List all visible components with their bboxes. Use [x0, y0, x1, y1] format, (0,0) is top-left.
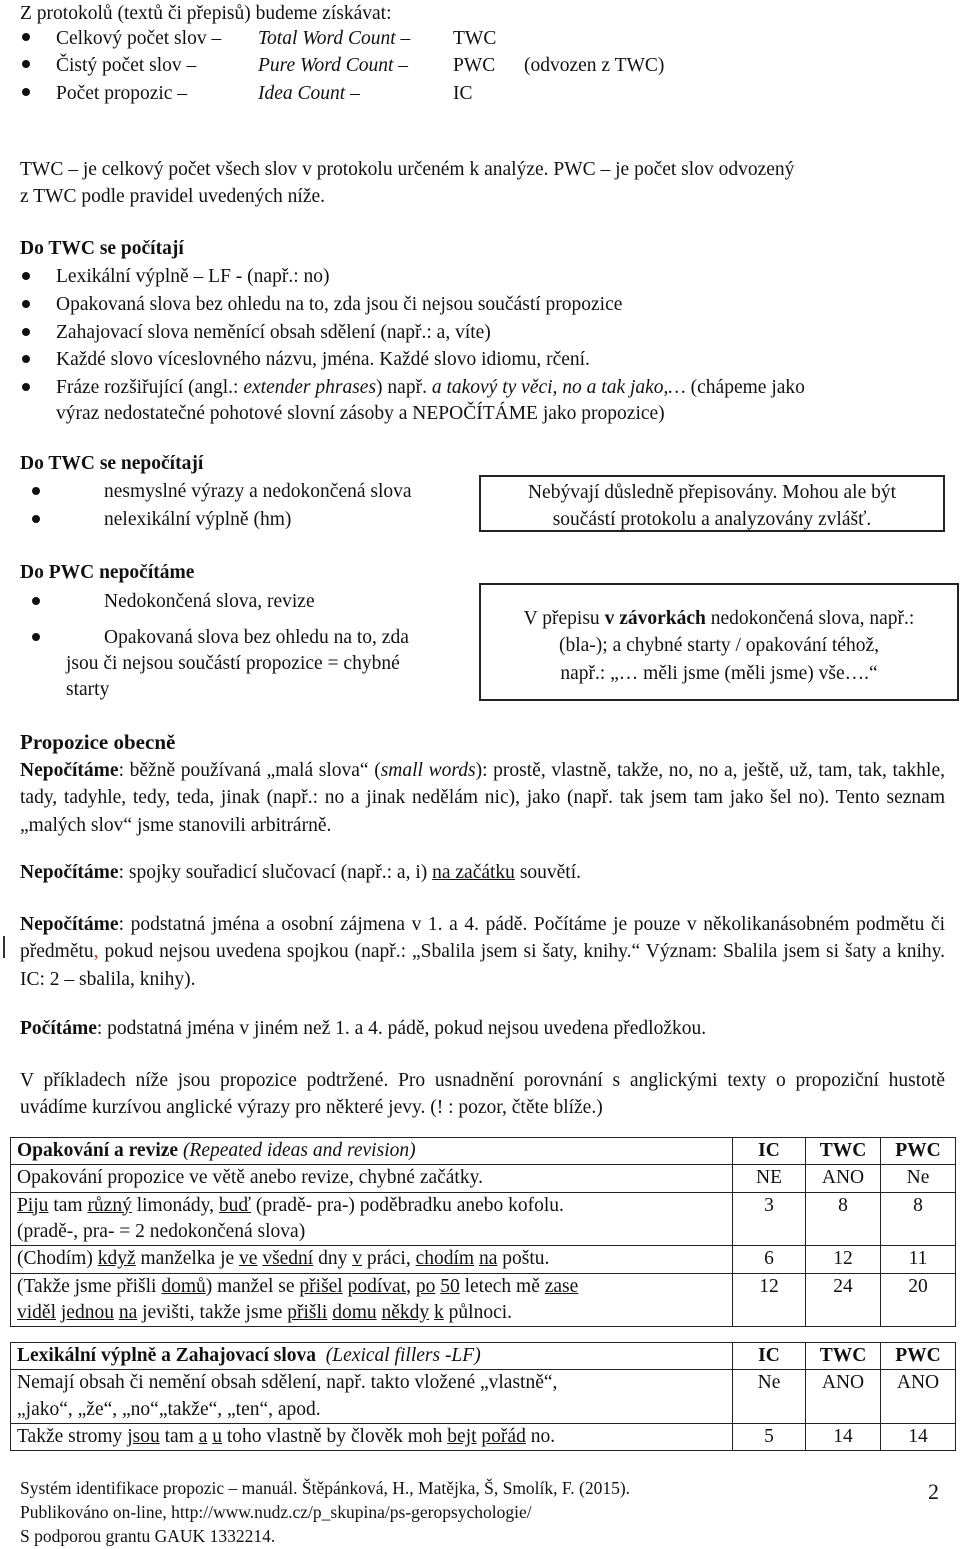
table-cell: 8	[806, 1192, 881, 1246]
list-item-continuation: starty	[66, 679, 110, 700]
text: jevišti, takže jsme	[137, 1301, 288, 1323]
text: nedokončená slova, např.:	[705, 608, 915, 629]
proposition: po	[415, 1275, 436, 1297]
bullet-icon	[32, 515, 40, 523]
table-cell: NE	[733, 1165, 806, 1192]
text: tam	[159, 1425, 199, 1447]
measure-abbr: TWC	[453, 28, 497, 49]
bullet-icon	[22, 328, 30, 336]
text: ) např.	[376, 377, 432, 398]
bullet-icon	[32, 487, 40, 495]
text: souvětí.	[514, 862, 582, 883]
bullet-icon	[22, 272, 30, 280]
bullet-icon	[22, 300, 30, 308]
text-bold: Nepočítáme	[20, 760, 119, 781]
proposition: domů	[161, 1275, 206, 1297]
text: Takže stromy	[17, 1425, 128, 1447]
proposition: všední	[262, 1248, 314, 1270]
proposition: na	[478, 1248, 498, 1270]
text: : spojky souřadicí slučovací (např.: a, i)	[118, 862, 433, 883]
table-cell: 20	[881, 1273, 956, 1327]
measure-name: Počet propozic –	[56, 83, 188, 104]
table-cell: 24	[806, 1273, 881, 1327]
note-line	[481, 605, 957, 632]
cell-line: (pradě-, pra- = 2 nedokončená slova)	[17, 1220, 306, 1242]
proposition: a	[198, 1425, 208, 1447]
table-cell	[11, 1246, 733, 1273]
list-item-continuation: jsou či nejsou součástí propozice = chybné	[66, 653, 400, 674]
text-bold: Lexikální výplně a Zahajovací slova	[17, 1345, 317, 1366]
text-underlined: na začátku	[432, 862, 515, 883]
text-italic: (Repeated ideas and revision)	[178, 1140, 416, 1161]
proposition: přišel	[299, 1275, 343, 1297]
proposition: přišli	[287, 1301, 328, 1323]
text: (Takže jsme přišli	[17, 1275, 162, 1297]
paragraph	[20, 859, 945, 886]
table-cell: ANO	[806, 1165, 881, 1192]
intro-paragraph: TWC – je celkový počet všech slov v protokolu určeném k analýze. PWC – je počet slov odvozený	[20, 159, 795, 180]
column-header: IC	[733, 1343, 806, 1370]
bullet-icon	[22, 60, 30, 68]
proposition: jsou	[127, 1425, 160, 1447]
table-cell	[11, 1423, 733, 1450]
bullet-icon	[22, 355, 30, 363]
text: : běžně používaná „malá slova“ (	[118, 760, 381, 781]
twc-count-heading: Do TWC se počítají	[20, 238, 184, 259]
note-line: součástí protokolu a analyzovány zvlášť.	[552, 509, 872, 531]
proposition: k	[434, 1301, 444, 1323]
proposition: různý	[87, 1194, 132, 1216]
paragraph	[20, 757, 945, 839]
text: ) manžel se	[205, 1275, 300, 1297]
text: Fráze rozšiřující (angl.:	[56, 377, 244, 398]
bullet-icon	[22, 33, 30, 41]
text-marked: ,	[93, 941, 99, 963]
intro-paragraph: z TWC podle pravidel uvedených níže.	[20, 186, 326, 207]
text: no.	[525, 1425, 556, 1447]
measure-name: Celkový počet slov –	[56, 28, 222, 49]
note-line: např.: „… měli jsme (měli jsme) vše….“	[560, 662, 878, 684]
bullet-icon	[22, 88, 30, 96]
measure-name: Čistý počet slov –	[56, 55, 197, 76]
proposition: jednou	[60, 1301, 114, 1323]
text: manželka je	[135, 1248, 240, 1270]
text: práci,	[361, 1248, 416, 1270]
proposition: pořád	[481, 1425, 526, 1447]
table-cell: 12	[806, 1246, 881, 1273]
change-bar	[3, 936, 5, 958]
note-line: Nebývají důsledně přepisovány. Mohou ale být	[527, 482, 897, 503]
text-bold: Počítáme	[20, 1018, 97, 1039]
table-row	[11, 1423, 956, 1450]
twc-nocount-heading: Do TWC se nepočítají	[20, 453, 204, 474]
table-cell: Ne	[733, 1370, 806, 1424]
measure-abbr: IC	[453, 83, 473, 104]
table-cell: 14	[881, 1423, 956, 1450]
column-header: PWC	[881, 1138, 956, 1165]
proposition: na	[118, 1301, 138, 1323]
table-row	[11, 1370, 956, 1424]
note-box	[479, 475, 945, 532]
table-cell: 12	[733, 1273, 806, 1327]
text: toho vlastně by člověk moh	[221, 1425, 448, 1447]
bullet-icon	[32, 597, 40, 605]
text: limonády,	[131, 1194, 219, 1216]
table-cell: 8	[881, 1192, 956, 1246]
proposition: zase	[544, 1275, 579, 1297]
proposition: bejt	[447, 1425, 477, 1447]
column-header: PWC	[881, 1343, 956, 1370]
column-header: TWC	[806, 1343, 881, 1370]
text: ,	[406, 1275, 416, 1297]
proposition: buď	[218, 1194, 251, 1216]
text-italic: a takový ty věci, no a tak jako,…	[431, 377, 686, 398]
measure-english: Idea Count –	[258, 83, 360, 104]
text: ): prostě, vlastně, takže, no, no a, ještě, už, tam, tak, takhle, tady, tadyhle, tedy, teda, jinak (např.: no a jinak nedělám nic), jako (např. tak jsem tam jako šel no). Tento seznam „malých slov“ jsme stanovili arbitrárně.	[20, 760, 945, 836]
table-row	[11, 1273, 956, 1327]
text: (chápeme jako	[685, 377, 805, 398]
cell-line	[17, 1300, 726, 1326]
proposition: ve	[239, 1248, 258, 1270]
list-item: Opakovaná slova bez ohledu na to, zda jsou či nejsou součástí propozice	[56, 294, 623, 315]
table-cell: ANO	[806, 1370, 881, 1424]
cell-line: „jako“, „že“, „no“„takže“, „ten“, apod.	[17, 1398, 321, 1420]
note-box	[479, 583, 959, 701]
text: : podstatná jména v jiném než 1. a 4. pádě, pokud nejsou uvedena předložkou.	[96, 1018, 707, 1039]
table-cell: 6	[733, 1246, 806, 1273]
table-row	[11, 1246, 956, 1273]
measure-english: Pure Word Count –	[258, 55, 409, 76]
measure-note: (odvozen z TWC)	[524, 55, 665, 76]
cell-line	[17, 1193, 726, 1219]
column-header: TWC	[806, 1138, 881, 1165]
text: poštu.	[497, 1248, 550, 1270]
paragraph	[20, 1015, 945, 1042]
table-cell: Opakování propozice ve větě anebo revize, chybné začátky.	[11, 1165, 733, 1192]
bullet-icon	[32, 633, 40, 641]
text: pokud nejsou uvedena spojkou (např.: „Sbalila jsem si šaty, knihy.“ Význam: Sbalila jsem si šaty a knihy. IC: 2 – sbalila, knihy).	[20, 941, 945, 990]
text-bold: Nepočítáme	[20, 862, 119, 883]
proposition: někdy	[381, 1301, 430, 1323]
table-title	[11, 1138, 733, 1165]
proposition: Piju	[17, 1194, 49, 1216]
cell-line: Nemají obsah či nemění obsah sdělení, např. takto vložené „vlastně“,	[17, 1372, 558, 1394]
text-italic: small words	[380, 760, 476, 781]
table-cell: 11	[881, 1246, 956, 1273]
list-item-continuation: výraz nedostatečné pohotové slovní zásoby a NEPOČÍTÁME jako propozice)	[56, 403, 665, 424]
proposition: chodím	[415, 1248, 475, 1270]
table-cell	[11, 1192, 733, 1246]
text-bold: Nepočítáme	[20, 914, 119, 935]
proposition: 50	[440, 1275, 460, 1297]
column-header: IC	[733, 1138, 806, 1165]
measure-abbr: PWC	[453, 55, 496, 76]
table-lexical-fillers	[10, 1342, 956, 1451]
list-item	[56, 374, 805, 401]
proposition: viděl	[17, 1301, 56, 1323]
list-item: Opakovaná slova bez ohledu na to, zda	[104, 627, 409, 648]
list-item: nelexikální výplně (hm)	[104, 509, 292, 530]
cell-line	[17, 1274, 726, 1300]
page-number: 2	[928, 1479, 939, 1504]
paragraph	[20, 911, 945, 993]
proposition: v	[352, 1248, 362, 1270]
table-repeated-ideas	[10, 1137, 956, 1327]
list-item: Každé slovo víceslovného názvu, jména. Každé slovo idiomu, rčení.	[56, 349, 590, 370]
table-cell	[11, 1273, 733, 1327]
list-item: nesmyslné výrazy a nedokončená slova	[104, 481, 412, 502]
table-cell	[11, 1370, 733, 1424]
list-item: Lexikální výplně – LF - (např.: no)	[56, 266, 330, 287]
table-cell: ANO	[881, 1370, 956, 1424]
table-title	[11, 1343, 733, 1370]
measure-english: Total Word Count –	[258, 28, 411, 49]
footer-citation: Systém identifikace propozic – manuál. Štěpánková, H., Matějka, Š, Smolík, F. (2015).	[20, 1478, 631, 1498]
text: letech mě	[459, 1275, 545, 1297]
proposition: když	[97, 1248, 136, 1270]
proposition: domu	[332, 1301, 377, 1323]
text: (Chodím)	[17, 1248, 98, 1270]
table-cell: Ne	[881, 1165, 956, 1192]
text: půlnoci.	[443, 1301, 513, 1323]
text: dny	[313, 1248, 353, 1270]
bullet-icon	[22, 383, 30, 391]
table-cell: 5	[733, 1423, 806, 1450]
section-heading: Propozice obecně	[20, 730, 176, 754]
text: : podstatná jména a osobní zájmena v 1. a 4. pádě. Počítáme je pouze v několikanásobném podmětu či předmětu	[20, 914, 945, 963]
proposition: podívat	[347, 1275, 407, 1297]
text: (pradě- pra-) poděbradku anebo kofolu.	[250, 1194, 564, 1216]
text-bold: v závorkách	[604, 608, 706, 629]
table-row	[11, 1192, 956, 1246]
text: V přepisu	[523, 608, 605, 629]
table-header-row	[11, 1138, 956, 1165]
list-item: Nedokončená slova, revize	[104, 591, 315, 612]
intro-heading: Z protokolů (textů či přepisů) budeme získávat:	[20, 3, 392, 24]
list-item: Zahajovací slova neměnící obsah sdělení (např.: a, víte)	[56, 322, 491, 343]
text-italic: (Lexical fillers -LF)	[325, 1345, 481, 1366]
footer-grant: S podporou grantu GAUK 1332214.	[20, 1526, 276, 1546]
pwc-nocount-heading: Do PWC nepočítáme	[20, 562, 195, 583]
table-cell: 14	[806, 1423, 881, 1450]
text: tam	[48, 1194, 88, 1216]
table-header-row	[11, 1343, 956, 1370]
note-line: (bla-); a chybné starty / opakování téhož,	[558, 635, 879, 657]
text-italic: extender phrases	[243, 377, 377, 398]
paragraph: V příkladech níže jsou propozice podtržené. Pro usnadnění porovnání s anglickými texty o propoziční hustotě uvádíme kurzívou anglické výrazy pro některé jevy. (! : pozor, čtěte blíže.)	[20, 1070, 945, 1119]
proposition: u	[212, 1425, 222, 1447]
footer-url: Publikováno on-line, http://www.nudz.cz/p_skupina/ps-geropsychologie/	[20, 1502, 532, 1522]
table-row	[11, 1165, 956, 1192]
table-cell: 3	[733, 1192, 806, 1246]
text-bold: Opakování a revize	[17, 1140, 179, 1161]
